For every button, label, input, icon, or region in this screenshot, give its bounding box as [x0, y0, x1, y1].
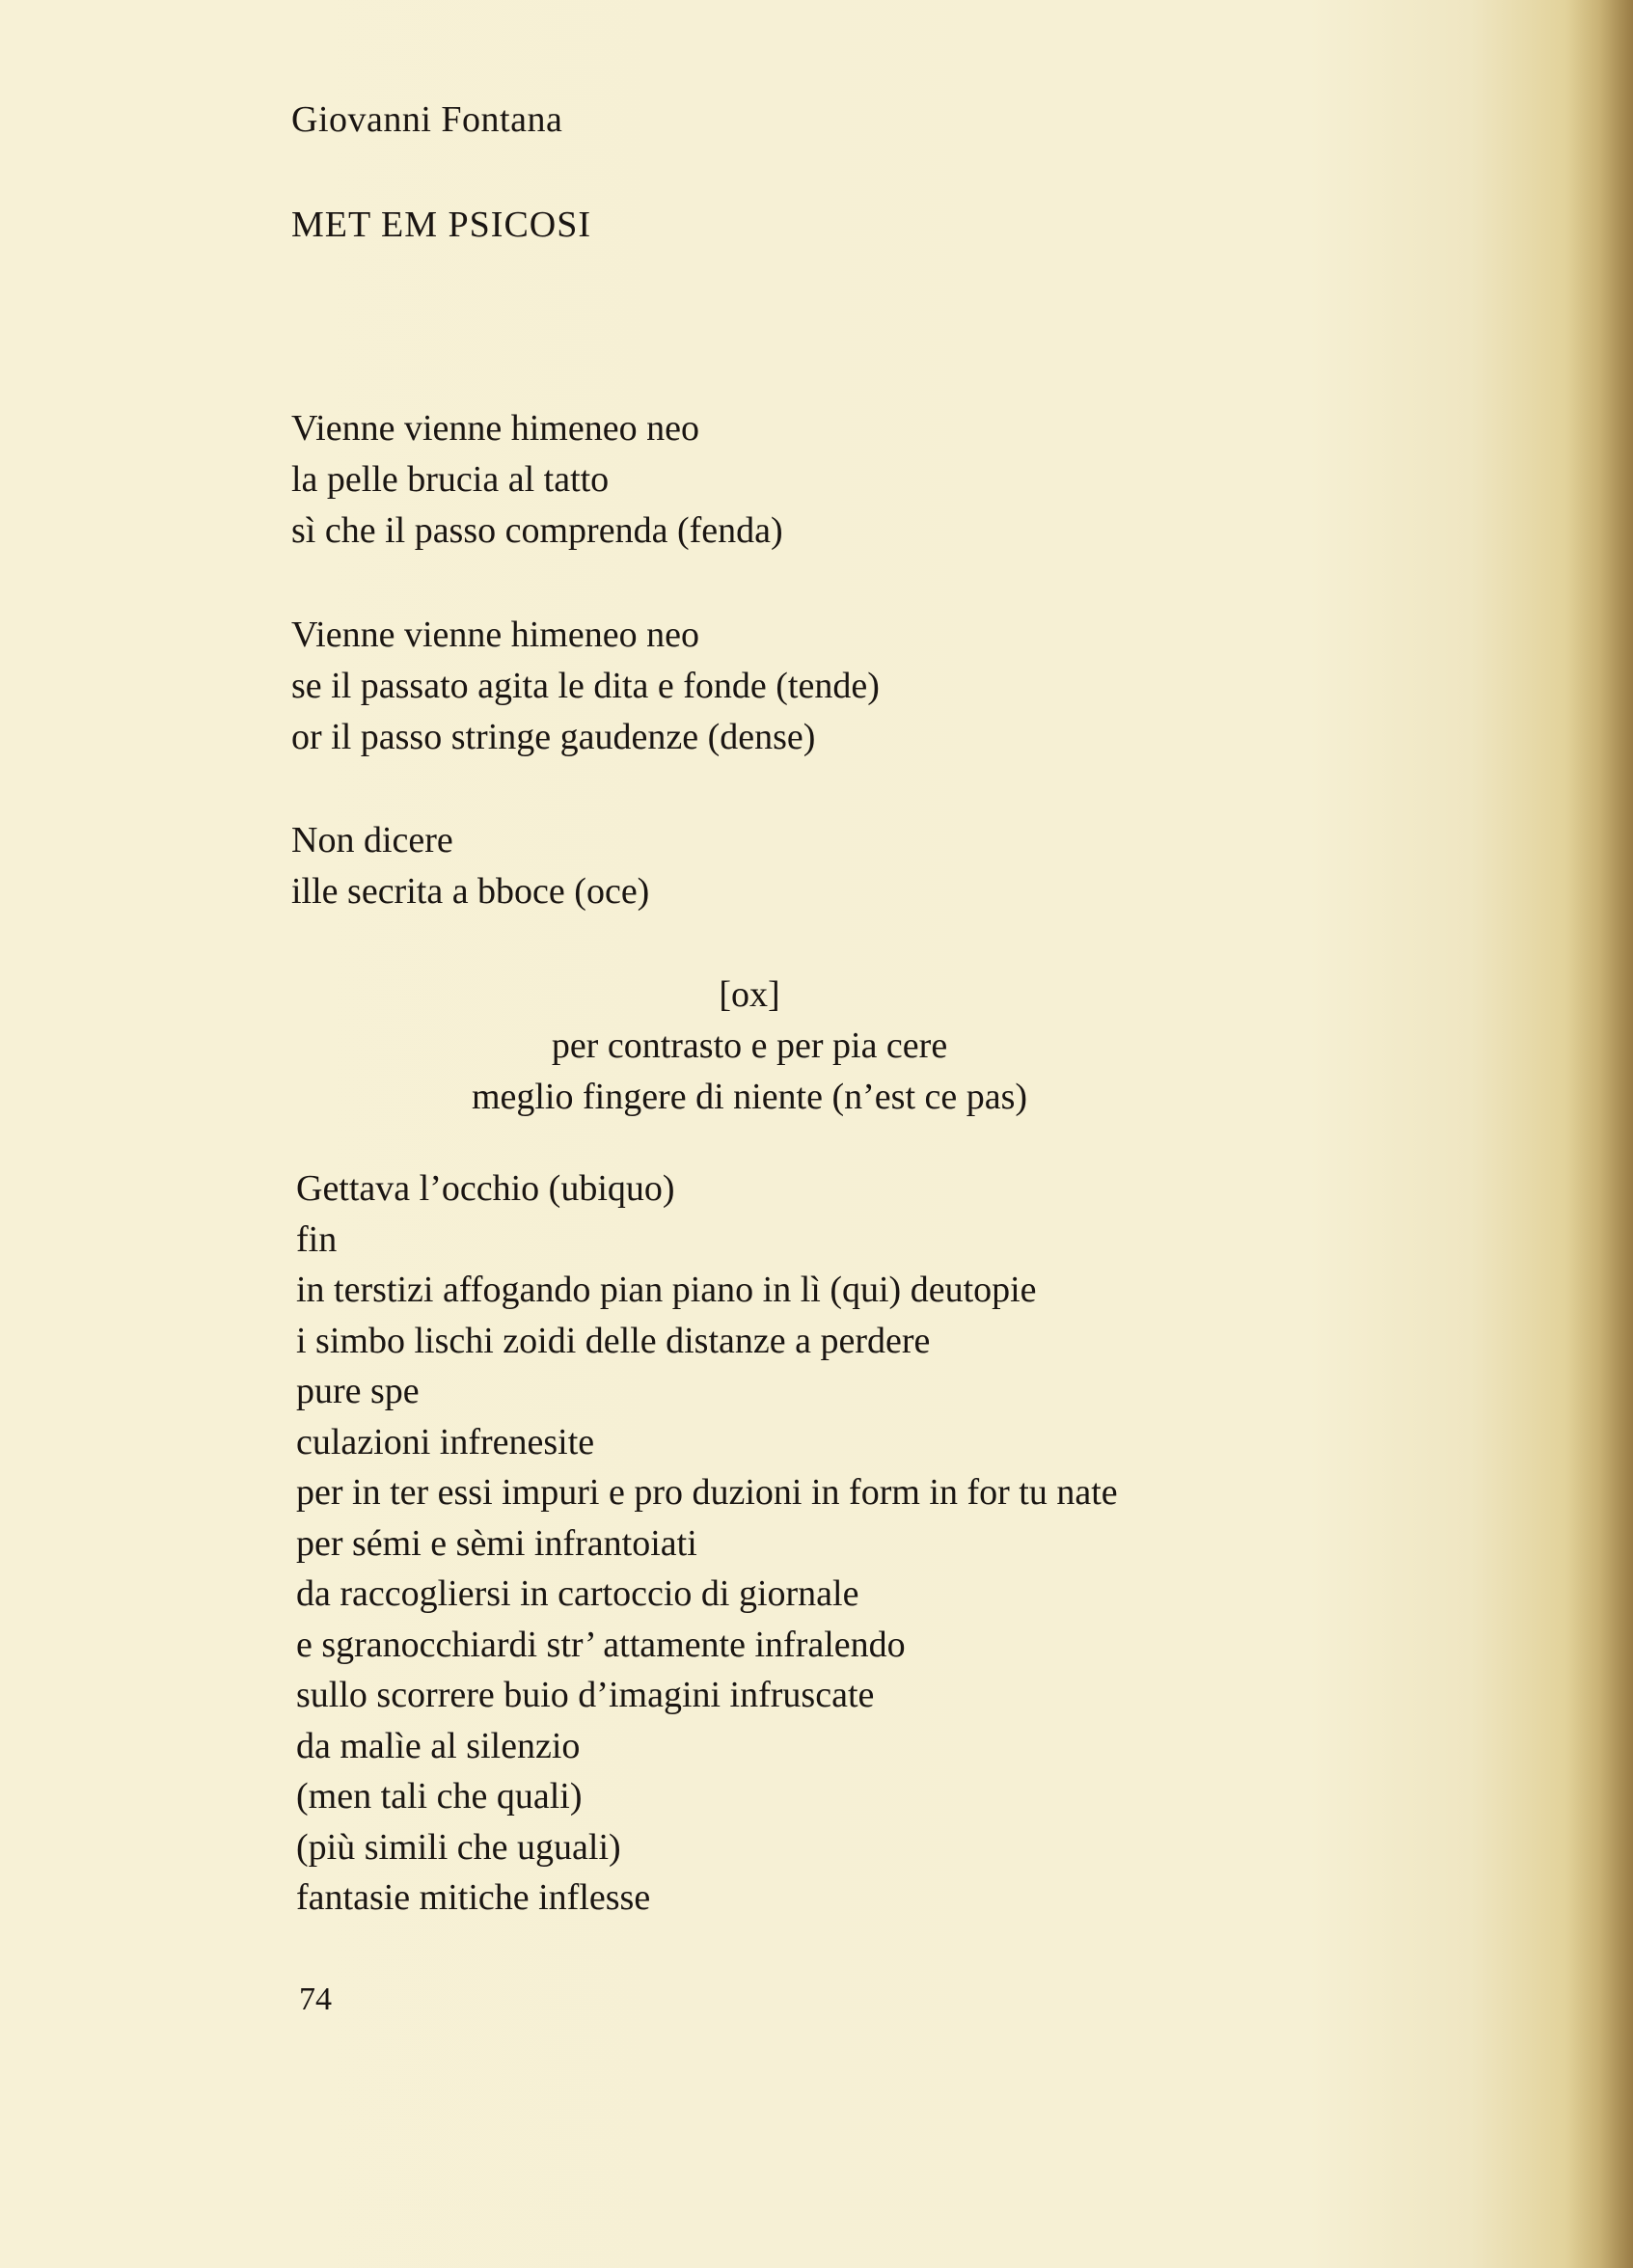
- poem-line: Gettava l’occhio (ubiquo): [296, 1168, 675, 1209]
- poem-line: sullo scorrere buio d’imagini infruscate: [296, 1675, 875, 1715]
- poem-line: (men tali che quali): [296, 1776, 583, 1817]
- poem-line: sì che il passo comprenda (fenda): [291, 510, 783, 551]
- poem-line: Vienne vienne himeneo neo: [291, 615, 699, 655]
- stanza-4-centered: [0, 970, 1633, 1123]
- poem-line: e sgranocchiardi str’ attamente infralendo: [296, 1624, 906, 1665]
- page-edge-shadow: [1565, 0, 1633, 2268]
- poem-line: culazioni infrenesite: [296, 1421, 595, 1462]
- poem-line: da malìe al silenzio: [296, 1725, 581, 1766]
- page-number: 74: [299, 1981, 332, 2017]
- poem-line: fantasie mitiche inflesse: [296, 1877, 651, 1918]
- poem-line: per contrasto e per pia cere: [551, 1025, 948, 1066]
- poem-line: Vienne vienne himeneo neo: [291, 408, 699, 449]
- poem-line: (più simili che uguali): [296, 1826, 621, 1868]
- poem-line: Non dicere: [291, 820, 453, 861]
- poem-line: la pelle brucia al tatto: [291, 459, 610, 500]
- poem-line: [ox]: [719, 974, 780, 1015]
- poem-line: or il passo stringe gaudenze (dense): [291, 717, 816, 757]
- poem-line: per in ter essi impuri e pro duzioni in form in for tu nate: [296, 1472, 1118, 1513]
- poem-line: fin: [296, 1218, 338, 1260]
- poem-line: meglio fingere di niente (n’est ce pas): [471, 1077, 1028, 1117]
- stanza-2: [291, 610, 880, 763]
- stanza-5: [296, 1163, 1118, 1924]
- stanza-1: [291, 403, 783, 557]
- poem-line: da raccogliersi in cartoccio di giornale: [296, 1573, 859, 1614]
- poem-line: in terstizi affogando pian piano in lì (qui) deutopie: [296, 1270, 1037, 1310]
- poem-line: ille secrita a bboce (oce): [291, 871, 650, 912]
- stanza-3: [291, 815, 649, 917]
- poem-line: se il passato agita le dita e fonde (tende): [291, 666, 880, 706]
- author-name: Giovanni Fontana: [291, 99, 563, 140]
- poem-line: pure spe: [296, 1371, 420, 1411]
- poem-line: per sémi e sèmi infrantoiati: [296, 1522, 697, 1564]
- poem-line: i simbo lischi zoidi delle distanze a perdere: [296, 1320, 931, 1361]
- poem-title: MET EM PSICOSI: [291, 205, 592, 245]
